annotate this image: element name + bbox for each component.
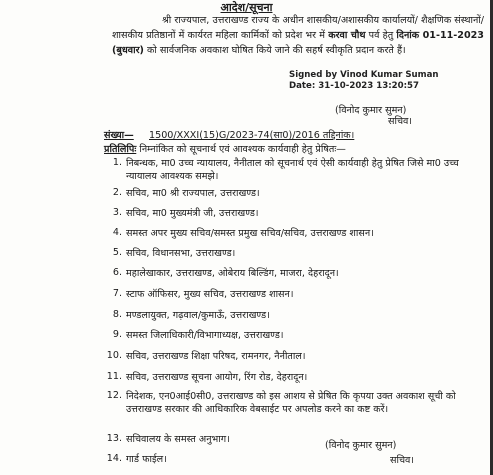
- list-item-text: निबन्धक, मा0 उच्च न्यायालय, नैनीताल को सूचनार्थ एवं ऐसी कार्यवाही हेतु प्रेषित जिसे मा0 उच्च न्यायालय आवश्यक समझे।: [126, 158, 459, 183]
- copy-to-text: निम्नांकित को सूचनार्थ एवं आवश्यक कार्यवाही हेतु प्रेषितः—: [136, 144, 346, 155]
- holiday-date: दिनांक 01-11-2023 (बुधवार): [112, 29, 484, 56]
- list-item-number: 7.: [112, 288, 122, 299]
- notice-paragraph: [112, 14, 484, 58]
- list-item-number: 14.: [106, 453, 122, 464]
- list-item-number: 10.: [106, 350, 122, 361]
- list-item: [106, 247, 484, 260]
- copy-to-line: [104, 143, 484, 156]
- signatory-designation-bottom: सचिव।: [390, 455, 415, 466]
- list-item: [106, 288, 484, 301]
- signature-date: Date: 31-10-2023 13:20:57: [289, 81, 420, 91]
- list-item-text: सचिव, उत्तराखण्ड सूचना आयोग, रिंग रोड, देहरादून।: [126, 372, 308, 383]
- list-item: [106, 453, 484, 466]
- document-heading: आदेश/सूचना: [220, 1, 273, 14]
- notice-text-end: को सार्वजनिक अवकाश घोषित किये जाने की सहर्ष स्वीकृति प्रदान करते हैं।: [143, 44, 406, 56]
- list-item-number: 9.: [112, 329, 122, 340]
- signatory-name-top: (विनोद कुमार सुमन): [335, 105, 407, 116]
- signatory-name-bottom: (विनोद कुमार सुमन): [325, 440, 397, 451]
- list-item-number: 13.: [106, 433, 122, 444]
- list-item: [106, 350, 484, 363]
- list-item-text: सचिव, मा0 मुख्यमंत्री जी, उत्तराखण्ड।: [126, 208, 259, 219]
- list-item-number: 2.: [112, 187, 122, 198]
- list-item-number: 8.: [112, 309, 122, 320]
- list-item-number: 5.: [112, 247, 122, 258]
- digital-signature-stamp: [289, 70, 479, 92]
- list-item: [106, 207, 484, 220]
- list-item-text: सचिवालय के समस्त अनुभाग।: [126, 434, 230, 445]
- list-item: [106, 390, 484, 416]
- reference-value: 1500/XXXI(15)G/2023-74(सा0)/2016 तद्दिनांक।: [149, 130, 355, 141]
- notice-text-start: श्री राज्यपाल, उत्तराखण्ड राज्य के अधीन शासकीय/अशासकीय कार्यालयों/ शैक्षणिक संस्थानों/शासकीय प्रतिष्ठानों में कार्यरत महिला कार्मिकों को प्रदेश भर में: [112, 15, 484, 41]
- list-item-text: समस्त अपर मुख्य सचिव/समस्त प्रमुख सचिव/सचिव, उत्तराखण्ड शासन।: [126, 228, 374, 239]
- signatory-designation-top: सचिव।: [388, 116, 413, 127]
- list-item: [106, 433, 484, 446]
- list-item-number: 3.: [112, 207, 122, 218]
- list-item-number: 12.: [106, 390, 122, 401]
- list-item-number: 4.: [112, 227, 122, 238]
- list-item: [106, 157, 484, 183]
- list-item-text: निदेशक, एन0आई0सी0, उत्तराखण्ड को इस आशय से प्रेषित कि कृपया उक्त अवकाश सूची को उत्तराखण्ड सरकार की आधिकारिक वेबसाईट पर अपलोड करने का कष्ट करें।: [126, 391, 456, 416]
- list-item: [106, 309, 484, 322]
- list-item-text: सचिव, मा0 श्री राज्यपाल, उत्तराखण्ड।: [126, 188, 260, 199]
- list-item-number: 6.: [112, 267, 122, 278]
- list-item: [106, 227, 484, 240]
- list-item-text: समस्त जिलाधिकारी/विभागाध्यक्ष, उत्तराखण्ड।: [126, 330, 284, 341]
- list-item-text: मण्डलायुक्त, गढ़वाल/कुमाऊँ, उत्तराखण्ड।: [126, 310, 270, 321]
- list-item-text: सचिव, उत्तराखण्ड शिक्षा परिषद, रामनगर, नैनीताल।: [126, 351, 306, 362]
- signed-by-text: Signed by Vinod Kumar Suman: [289, 70, 439, 80]
- list-item-text: स्टाफ ऑफिसर, मुख्य सचिव, उत्तराखण्ड शासन।: [126, 289, 294, 300]
- list-item: [106, 329, 484, 342]
- list-item: [106, 187, 484, 200]
- reference-number: [104, 128, 354, 141]
- list-item-text: सचिव, विधानसभा, उत्तराखण्ड।: [126, 248, 236, 259]
- copy-to-label: प्रतिलिपिः: [104, 144, 137, 155]
- list-item-number: 11.: [106, 371, 122, 382]
- list-item-text: गार्ड फाईल।: [126, 454, 167, 465]
- list-item-text: महालेखाकार, उत्तराखण्ड, ओबेराय बिल्डिंग, माजरा, देहरादून।: [126, 268, 339, 279]
- list-item-number: 1.: [112, 157, 122, 168]
- reference-label: संख्या—: [104, 130, 134, 141]
- list-item: [106, 371, 484, 384]
- list-item: [106, 267, 484, 280]
- festival-name: करवा चौथ: [328, 29, 366, 41]
- notice-text-mid: पर्व हेतु: [365, 29, 397, 41]
